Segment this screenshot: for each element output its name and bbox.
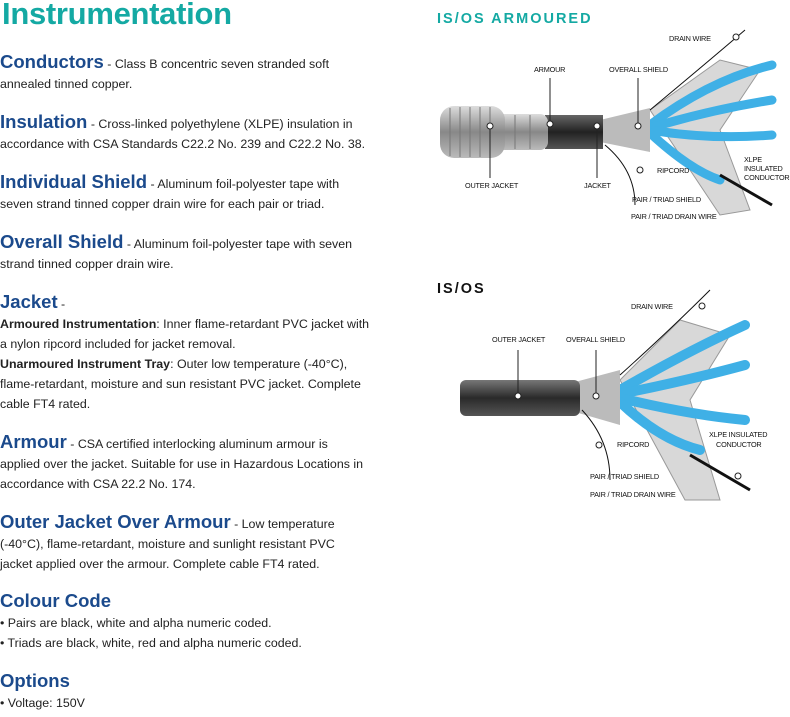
- section-individual-shield: [0, 172, 370, 214]
- section-jacket: [0, 292, 370, 414]
- label-pair-triad-drain-wire: PAIR / TRIAD DRAIN WIRE: [590, 490, 676, 499]
- subheading: Armoured Instrumentation: [0, 317, 157, 331]
- label-xlpe-insulated: XLPE INSULATED: [709, 430, 768, 439]
- body: - Aluminum foil-polyester tape with seven strand tinned copper drain wire for each pair or triad.: [0, 177, 340, 211]
- label-outer-jacket: OUTER JACKET: [465, 181, 519, 190]
- label-ripcord: RIPCORD: [657, 166, 690, 175]
- body: - Cross-linked polyethylene (XLPE) insulation in accordance with CSA Standards C22.2 No. 239 and C22.2 No. 38.: [0, 117, 366, 151]
- heading: Outer Jacket Over Armour: [0, 511, 231, 532]
- label-pair-triad-shield: PAIR / TRIAD SHIELD: [590, 472, 659, 481]
- page-title: Instrumentation: [2, 0, 232, 31]
- body: - Class B concentric seven stranded soft annealed tinned copper.: [0, 57, 330, 91]
- label-drain-wire: DRAIN WIRE: [669, 34, 711, 43]
- section-outer-jacket: [0, 512, 370, 574]
- label-jacket: JACKET: [584, 181, 611, 190]
- label-armour: ARMOUR: [534, 65, 566, 74]
- section-options: [0, 671, 370, 713]
- heading: Armour: [0, 431, 67, 452]
- section-colour-code: [0, 591, 370, 653]
- body: - Low temperature (-40°C), flame-retardant, moisture and sunlight resistant PVC jacket applied over the armour. Complete cable FT4 rated.: [0, 517, 335, 571]
- heading: Colour Code: [0, 590, 111, 611]
- body: : Outer low temperature (-40°C), flame-retardant, moisture and sun resistant PVC jacket. Complete cable FT4 rated.: [0, 357, 361, 411]
- list-item: • Pairs are black, white and alpha numeric coded.: [0, 616, 272, 630]
- diagram-title: IS/OS: [437, 281, 486, 297]
- heading: Individual Shield: [0, 171, 147, 192]
- label-pair-triad-shield: PAIR / TRIAD SHIELD: [632, 195, 701, 204]
- list-item: • Triads are black, white, red and alpha numeric coded.: [0, 636, 302, 650]
- label-overall-shield: OVERALL SHIELD: [566, 335, 625, 344]
- label-pair-triad-drain-wire: PAIR / TRIAD DRAIN WIRE: [631, 212, 717, 221]
- section-overall-shield: [0, 232, 370, 274]
- heading: Insulation: [0, 111, 88, 132]
- heading: Conductors: [0, 51, 104, 72]
- body: - CSA certified interlocking aluminum armour is applied over the jacket. Suitable for use in Hazardous Locations in accordance with CSA 22.2 No. 174.: [0, 437, 363, 491]
- armoured-cable-illustration: [420, 20, 790, 230]
- heading: Options: [0, 670, 70, 691]
- body: - Aluminum foil-polyester tape with seven strand tinned copper drain wire.: [0, 237, 353, 271]
- section-insulation: [0, 112, 370, 154]
- label-conductor: CONDUCTOR: [716, 440, 762, 449]
- label-ripcord: RIPCORD: [617, 440, 650, 449]
- label-outer-jacket: OUTER JACKET: [492, 335, 546, 344]
- heading: Jacket: [0, 291, 58, 312]
- heading: Overall Shield: [0, 231, 124, 252]
- diagram-title: IS/OS ARMOURED: [437, 11, 593, 27]
- subheading: Unarmoured Instrument Tray: [0, 357, 171, 371]
- label-overall-shield: OVERALL SHIELD: [609, 65, 668, 74]
- section-conductors: [0, 52, 370, 94]
- section-armour: [0, 432, 370, 494]
- label-drain-wire: DRAIN WIRE: [631, 302, 673, 311]
- label-xlpe-conductor: XLPE INSULATED CONDUCTOR: [744, 155, 790, 182]
- body: : Inner flame-retardant PVC jacket with a nylon ripcord included for jacket removal.: [0, 317, 370, 351]
- body: -: [57, 297, 66, 311]
- list-item: • Voltage: 150V: [0, 696, 85, 710]
